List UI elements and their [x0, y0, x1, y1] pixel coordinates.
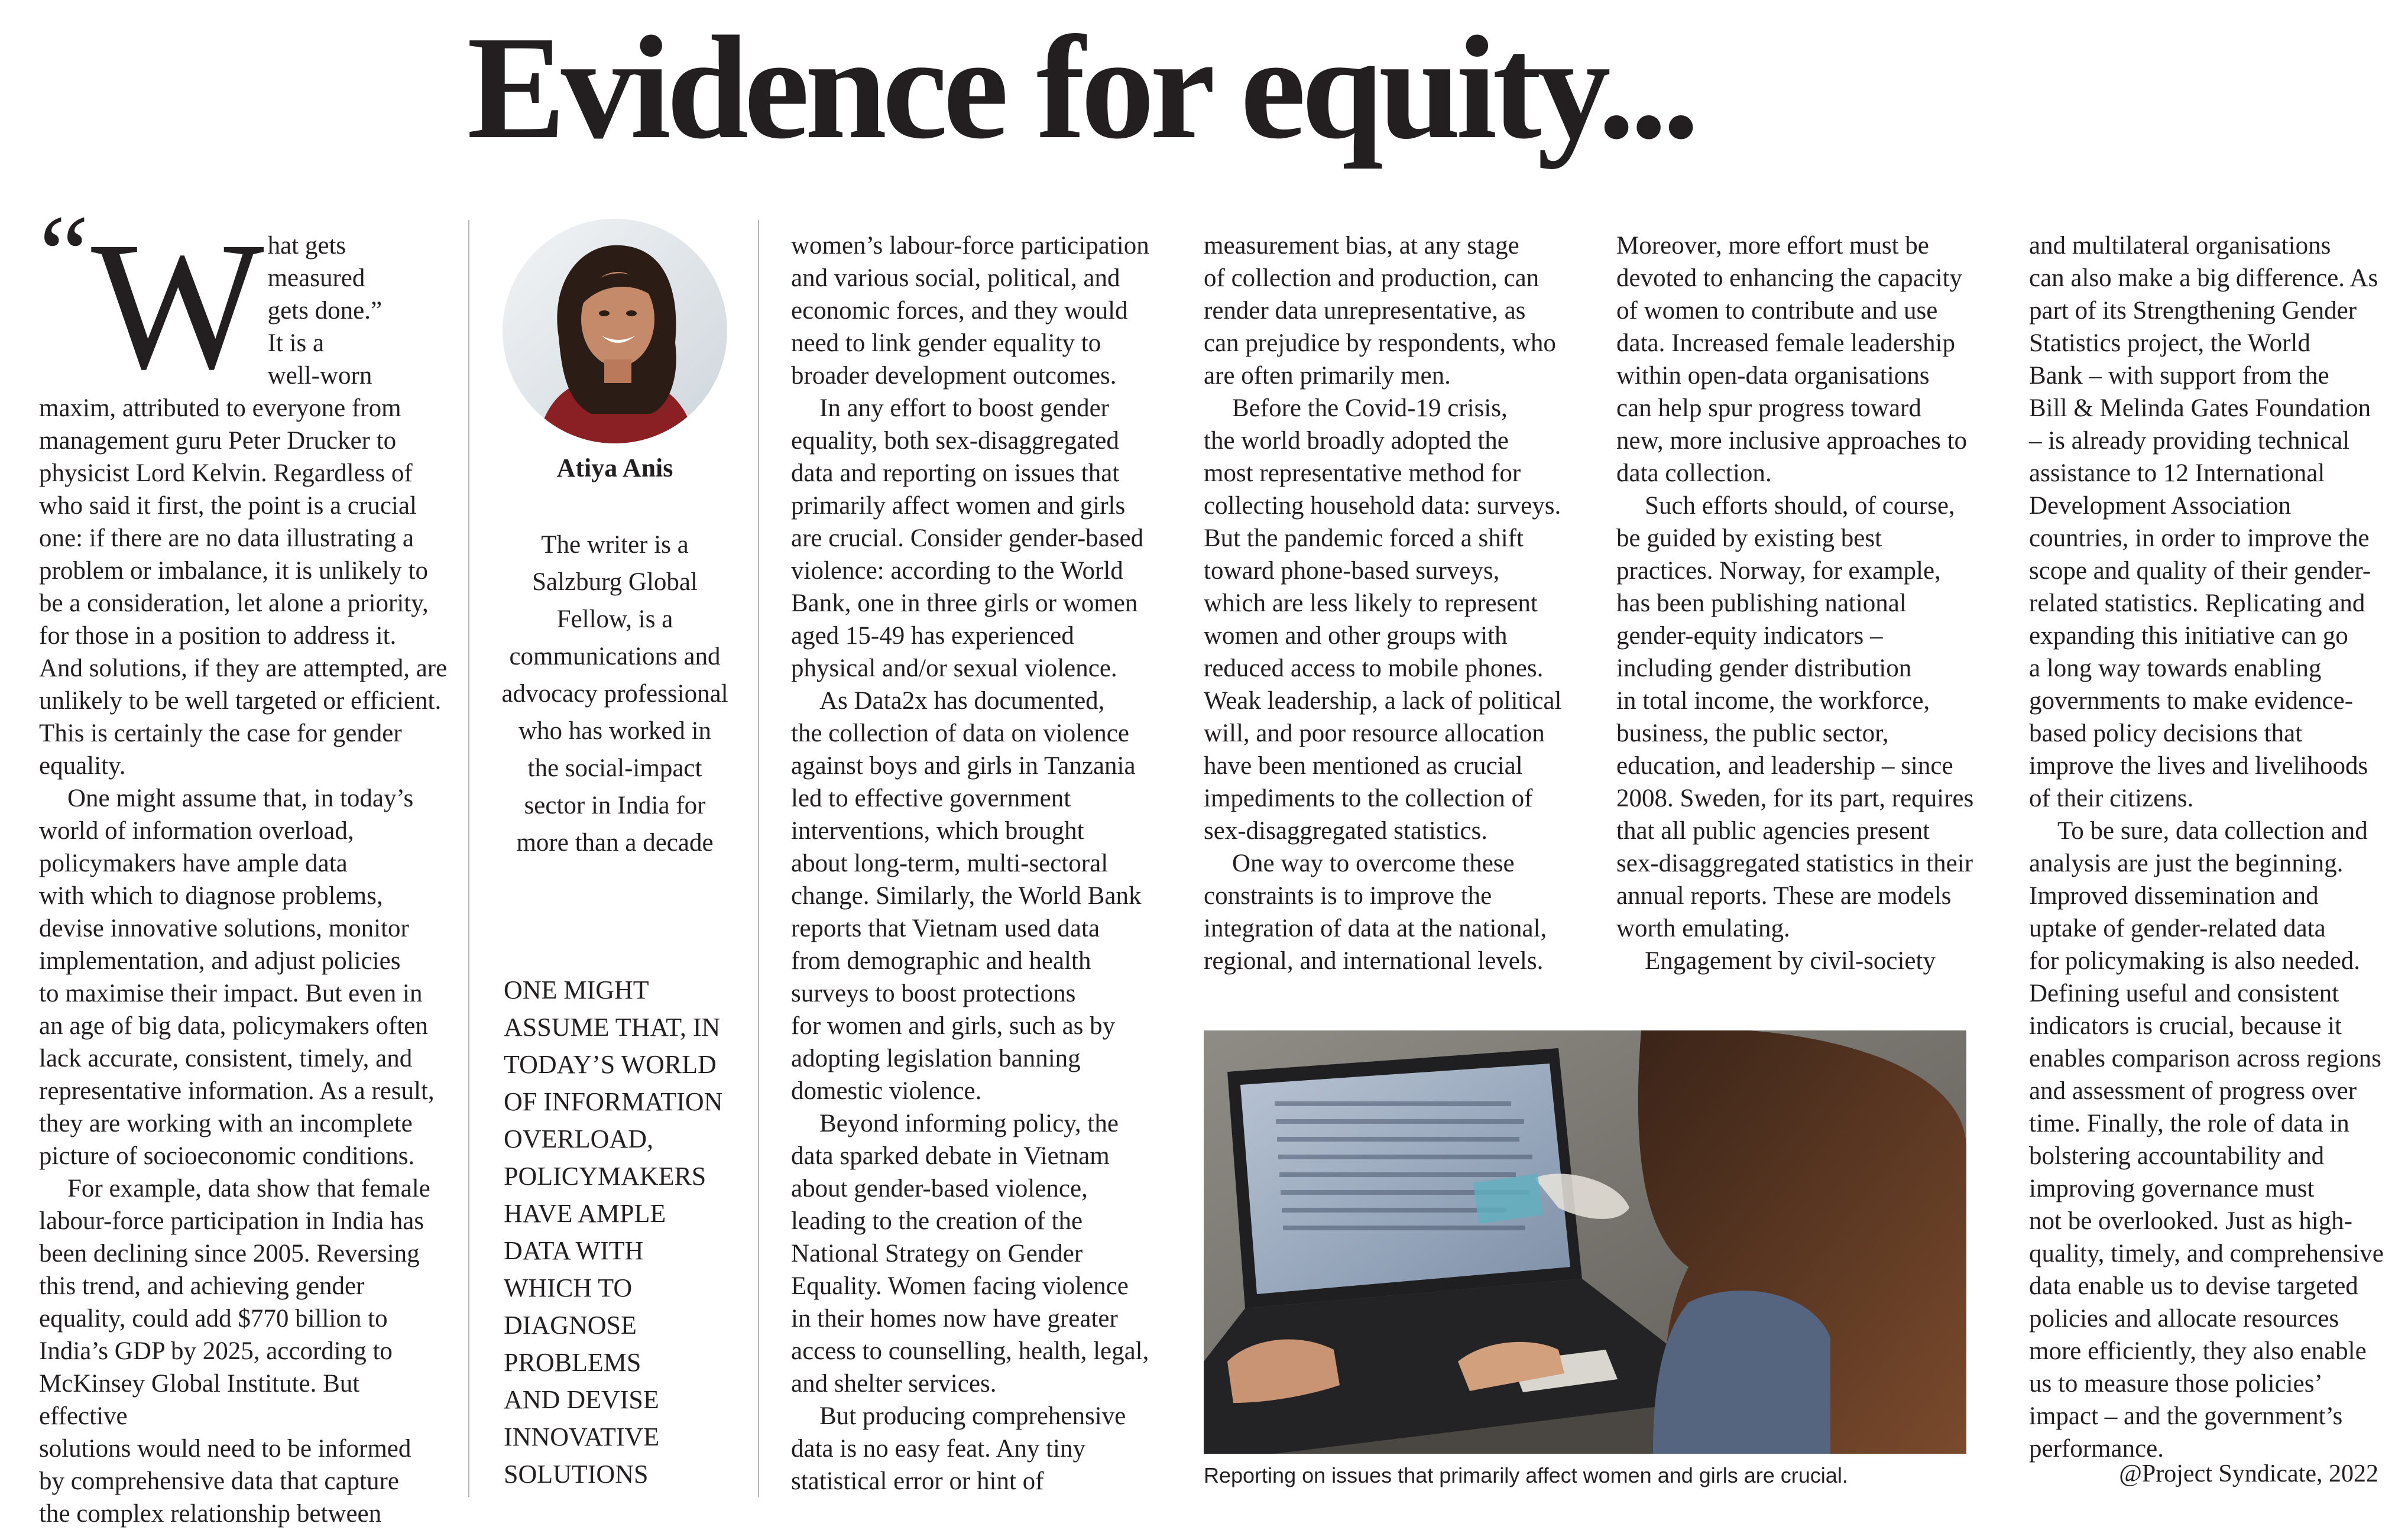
article-paragraph: Beyond informing policy, the data sparked debate in Vietnam about gender-based violence, leading to the creation of the National Strategy on Gender Equality. Women facing violence in their homes now have greater access to counselling, health, legal, and shelter services. [791, 1110, 1149, 1398]
author-portrait [503, 219, 727, 443]
article-paragraph: hat gets measured gets done.” It is a well-worn maxim, attributed to everyone from management guru Peter Drucker to physicist Lord Kelvin. Regardless of who said it first, the point is a crucial one: if there are no data illustrating a problem or imbalance, it is unlikely to be a consideration, let alone a priority, for those in a position to address it. And solutions, if they are attempted, are unlikely to be well targeted or efficient. This is certainly the case for gender equality. [39, 232, 448, 780]
article-paragraph: For example, data show that female labour-force participation in India has been declining since 2005. Reversing this trend, and achieving gender equality, could add $770 billion to India’s GDP by 2025, according to McKinsey Global Institute. But effective solutions would need to be informed by comprehensive data that capture the complex relationship between [39, 1175, 430, 1528]
author-name: Atiya Anis [556, 453, 673, 482]
pull-quote: ONE MIGHT ASSUME THAT, IN TODAY’S WORLD OF INFORMATION OVERLOAD, POLICYMAKERS HAVE AMPLE DATA WITH WHICH TO DIAGNOSE PROBLEMS AND DEVISE INNOVATIVE SOLUTIONS [504, 975, 723, 1489]
article-column-6 [2029, 229, 2407, 1465]
article-paragraph: and multilateral organisations can also make a big difference. As part of its Strengthening Gender Statistics project, the World Bank – with support from the Bill & Melinda Gates Foundation – is already providing technical assistance to 12 International Development Association countries, in order to improve the scope and quality of their gender- related statistics. Replicating and expanding this initiative can go a long way towards enabling governments to make evidence- based policy decisions that improve the lives and livelihoods of their citizens. [2029, 232, 2378, 812]
article-paragraph: To be sure, data collection and analysis are just the beginning. Improved dissemination and uptake of gender-related data for policymaking is also needed. Defining useful and consistent indicators is crucial, because it enables comparison across regions and assessment of progress over time. Finally, the role of data in bolstering accountability and improving governance must not be overlooked. Just as high- quality, timely, and comprehensive data enable us to devise targeted policies and allocate resources more efficiently, they also enable us to measure those policies’ impact – and the government’s performance. [2029, 817, 2384, 1463]
article-paragraph: Engagement by civil-society [1645, 947, 1936, 975]
article-paragraph: As Data2x has documented, the collection of data on violence against boys and girls in Tanzania led to effective government interventions, which brought about long-term, multi-sectoral change. Similarly, the World Bank reports that Vietnam used data from demographic and health surveys to boost protections for women and girls, such as by adopting legislation banning domestic violence. [791, 687, 1142, 1105]
article-paragraph: One way to overcome these constraints is to improve the integration of data at the national, regional, and international levels. [1204, 850, 1547, 975]
article-paragraph: In any effort to boost gender equality, both sex-disaggregated data and reporting on issues that primarily affect women and girls are crucial. Consider gender-based violence: according to the World Bank, one in three girls or women aged 15-49 has experienced physical and/or sexual violence. [791, 394, 1144, 682]
author-bio: The writer is a Salzburg Global Fellow, is a communications and advocacy professional who has worked in the social-impact sector in India for more than a decade [501, 531, 728, 857]
photo-caption: Reporting on issues that primarily affect women and girls are crucial. [1204, 1463, 1848, 1487]
article-paragraph: Before the Covid-19 crisis, the world broadly adopted the most representative method for collecting household data: surveys. But the pandemic forced a shift toward phone-based surveys, which are less likely to represent women and other groups with reduced access to mobile phones. Weak leadership, a lack of political will, and poor resource allocation have been mentioned as crucial impediments to the collection of sex-disaggregated statistics. [1204, 394, 1562, 845]
opening-quote-mark: “ [39, 193, 89, 317]
article-column-4 [1204, 229, 1582, 977]
article-column-3 [791, 229, 1169, 1497]
article-column-5 [1616, 229, 1995, 977]
drop-cap-letter: W [91, 205, 264, 407]
article-paragraph: measurement bias, at any stage of collection and production, can render data unrepresentative, as can prejudice by respondents, who are often primarily men. [1204, 232, 1556, 390]
laptop-photo-image [1204, 1030, 1966, 1454]
article-paragraph: women’s labour-force participation and various social, political, and economic forces, and they would need to link gender equality to broader development outcomes. [791, 232, 1149, 390]
article-column-1 [39, 193, 453, 1530]
article-paragraph: Such efforts should, of course, be guided by existing best practices. Norway, for example, has been publishing national gender-equity indicators – including gender distribution in total income, the workforce, business, the public sector, education, and leadership – since 2008. Sweden, for its part, requires that all public agencies present sex-disaggregated statistics in their annual reports. These are models worth emulating. [1616, 492, 1974, 942]
source-credit: @Project Syndicate, 2022 [2119, 1460, 2378, 1487]
headline: Evidence for equity... [467, 6, 1695, 170]
article-paragraph: Moreover, more effort must be devoted to enhancing the capacity of women to contribute and use data. Increased female leadership within open-data organisations can help spur progress toward new, more inclusive approaches to data collection. [1616, 232, 1968, 487]
author-portrait-image [503, 219, 727, 443]
article-paragraph: One might assume that, in today’s world of information overload, policymakers have ample data with which to diagnose problems, devise innovative solutions, monitor implementation, and adjust policies to maximise their impact. But even in an age of big data, policymakers often lack accurate, consistent, timely, and representative information. As a result, they are working with an incomplete picture of socioeconomic conditions. [39, 785, 435, 1170]
article-photo [1204, 1030, 1966, 1454]
article-paragraph: But producing comprehensive data is no easy feat. Any tiny statistical error or hint of [791, 1402, 1126, 1495]
